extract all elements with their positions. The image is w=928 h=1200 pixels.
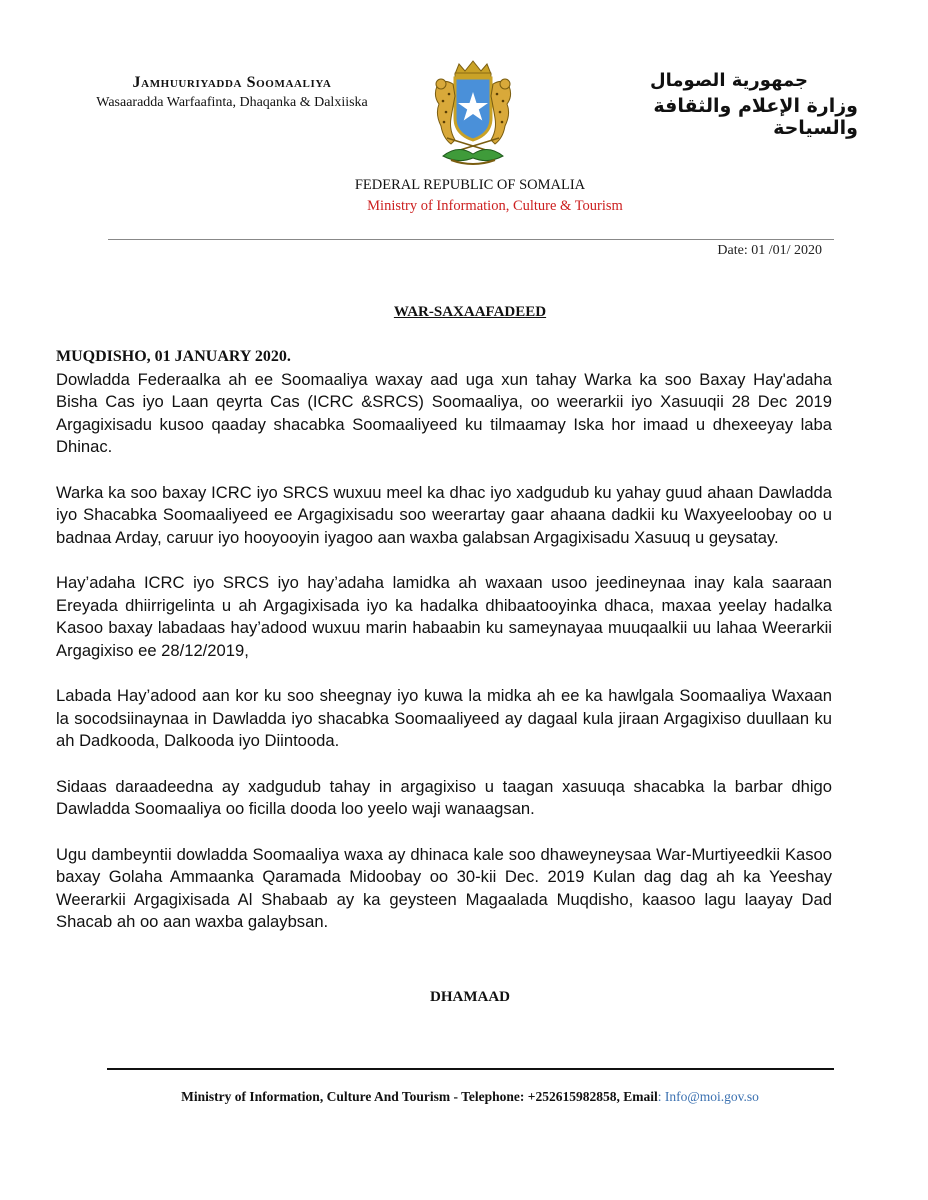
document-body [56,346,832,957]
footer-contact [0,1089,928,1105]
footer-text: Ministry of Information, Culture And Tourism - Telephone: +252615982858, Email [181,1089,658,1104]
document-title: WAR-SAXAAFADEED [393,304,547,320]
body-paragraph: Dowladda Federaalka ah ee Soomaaliya waxay aad uga xun tahay Warka ka soo Baxay Hay'adaha Bisha Cas iyo Laan qeyrta Cas (ICRC &SRCS) Soomaaliya, oo weerarkii iyo Xasuuqii 28 Dec 2019 Argagixisadu kusoo qaaday shacabka Soomaaliyeed ku tilmaamay Iska hor imaad u dhexeeyay laba Dhinac. [56,369,832,456]
somalia-coat-of-arms-icon [413,56,533,171]
body-paragraph: Hay’adaha ICRC iyo SRCS iyo hay’adaha lamidka ah waxaan usoo jeedineynaa inay kala saaraan Ereyada dhiirrigelinta u ah Argagixisada iyo ka hadalka dhibaatooyinka dhaca, maxaa yeelay hadalka Kasoo baxay labadaas hay’adood wuxuu marin habaabin ku sameynayaa muuqaalkii uu lahaa Weerarkii Argagixiso ee 28/12/2019, [56,573,832,660]
closing-mark: DHAMAAD [430,989,510,1005]
republic-name-arabic: جمهورية الصومال [650,70,808,91]
body-paragraph: Sidaas daraadeedna ay xadgudub tahay in argagixiso u taagan xasuuqa shacabka la barbar dhigo Dawladda Soomaaliya oo ficilla dooda loo yeelo waji wanaagsan. [56,776,832,818]
ministry-name-arabic: وزارة الإعلام والثقافة والسياحة [653,95,858,139]
letterhead-right-arabic [600,70,858,139]
document-date: Date: 01 /01/ 2020 [717,243,822,258]
ministry-name-somali: Wasaaradda Warfaafinta, Dhaqanka & Dalxiiska [96,95,368,110]
footer-divider [107,1068,834,1070]
republic-name-somali: Jamhuuriyadda Soomaaliya [132,74,332,91]
dateline: MUQDISHO, 01 JANUARY 2020. [56,348,291,365]
footer-separator: : [657,1089,665,1104]
body-paragraph: Labada Hay’adood aan kor ku soo sheegnay iyo kuwa la midka ah ee ka hawlgala Soomaaliya Waxaan la socodsiinaynaa in Dawladda iyo shacabka Soomaaliyeed ay dagaal kula jiraan Argagixiso duullaan ku ah Dadkooda, Dalkooda iyo Diintooda. [56,686,832,750]
body-paragraph: Warka ka soo baxay ICRC iyo SRCS wuxuu meel ka dhac iyo xadgudub ku yahay guud ahaan Dawladda iyo Shacabka Soomaaliyeed ee Argagixisadu soo weerartay gaar ahaana dadkii ku Waxyeeloobay oo u badnaa Arday, caruur iyo hooyooyin iyagoo aan waxba galabsan Argagixisadu Xasuuq u geysatay. [56,482,832,547]
header-divider [108,239,834,240]
footer-email-link[interactable]: Info@moi.gov.so [664,1089,759,1104]
body-paragraph: Ugu dambeyntii dowladda Soomaaliya waxa ay dhinaca kale soo dhaweyneysaa War-Murtiyeedkii Kasoo baxay Golaha Ammaanka Qaramada Midoobay oo 30-kii Dec. 2019 Kulan dag dag ah ka Yeeshay Weerarkii Argagixisada Al Shabaab ay ka geysteen Magaalada Muqdisho, kaasoo lagu laayay Dad Shacab ah oo aan waxba galaybsan. [56,844,832,931]
ministry-name-english: Ministry of Information, Culture & Tourism [367,198,623,214]
republic-name-english: FEDERAL REPUBLIC OF SOMALIA [354,177,586,193]
letterhead-left [62,74,402,111]
